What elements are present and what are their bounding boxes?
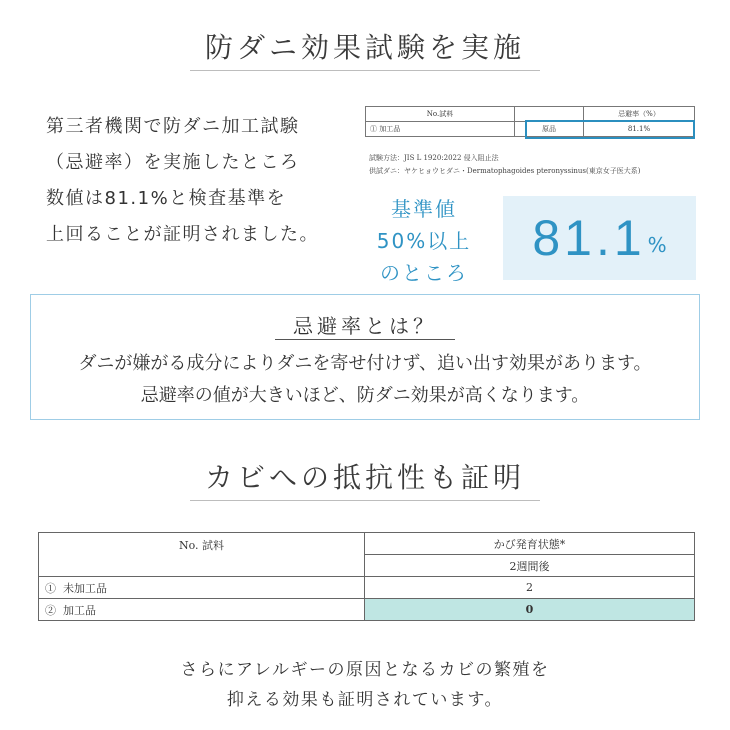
mold-sample-cell [39,577,365,599]
mold-sample-cell [39,599,365,621]
mold-table-header: No. 試料 [39,533,365,577]
mold-value-cell: 2 [365,577,695,599]
row-number: ② [45,603,56,617]
cert-result-cell: 81.1% [584,122,695,137]
standard-text: のところ [380,261,468,285]
intro-text-line: 数値は81.1%と検査基準を [46,188,287,209]
section-title-rule [190,70,540,71]
result-value [503,196,696,280]
footer-text: 抑える効果も証明されています。 [226,690,504,710]
section-title-mite-test: 防ダニ効果試験を実施 [204,31,525,64]
definition-text: ダニが嫌がる成分によりダニを寄せ付けず、追い出す効果があります。 [78,353,652,374]
intro-text-line: 第三者機関で防ダニ加工試験 [46,116,300,137]
sample-name: 加工品 [63,603,96,617]
cert-cell: ① 加工品 [366,122,515,137]
row-number: ① [45,581,56,595]
standard-text: 50%以上 [376,229,472,253]
definition-title-rule [275,339,455,340]
section-title-rule [190,500,540,501]
mold-table-header: かび発育状態* [365,533,695,555]
definition-text: 忌避率の値が大きいほど、防ダニ効果が高くなります。 [140,385,590,406]
table-row [39,577,695,599]
table-row [39,599,695,621]
sample-name: 未加工品 [63,581,107,595]
intro-text-line: （忌避率）を実施したところ [46,152,300,173]
mold-table-subheader: 2週間後 [365,555,695,577]
cert-header-cell: 忌避率（%） [584,107,695,122]
definition-title: 忌避率とは？ [293,314,437,338]
intro-text-line: 上回ることが証明されました。 [46,224,319,245]
cert-cell: 原品 [515,122,584,137]
footer-text: さらにアレルギーの原因となるカビの繁殖を [180,660,550,680]
cert-note: 供試ダニ：ヤケヒョウヒダニ・Dermatophagoides pteronyssinus(東京女子医大系) [369,167,641,175]
cert-header-cell: No.試料 [366,107,515,122]
section-title-mold: カビへの抵抗性も証明 [204,461,525,494]
result-number: 81.1 [532,210,646,266]
cert-highlight-box [525,120,695,139]
standard-text: 基準値 [391,197,457,221]
cert-note: 試験方法：JIS L 1920:2022 侵入阻止法 [369,154,499,162]
result-unit: % [647,233,667,257]
mold-value-cell-highlight: 0 [365,599,695,621]
mold-result-table [38,532,695,621]
